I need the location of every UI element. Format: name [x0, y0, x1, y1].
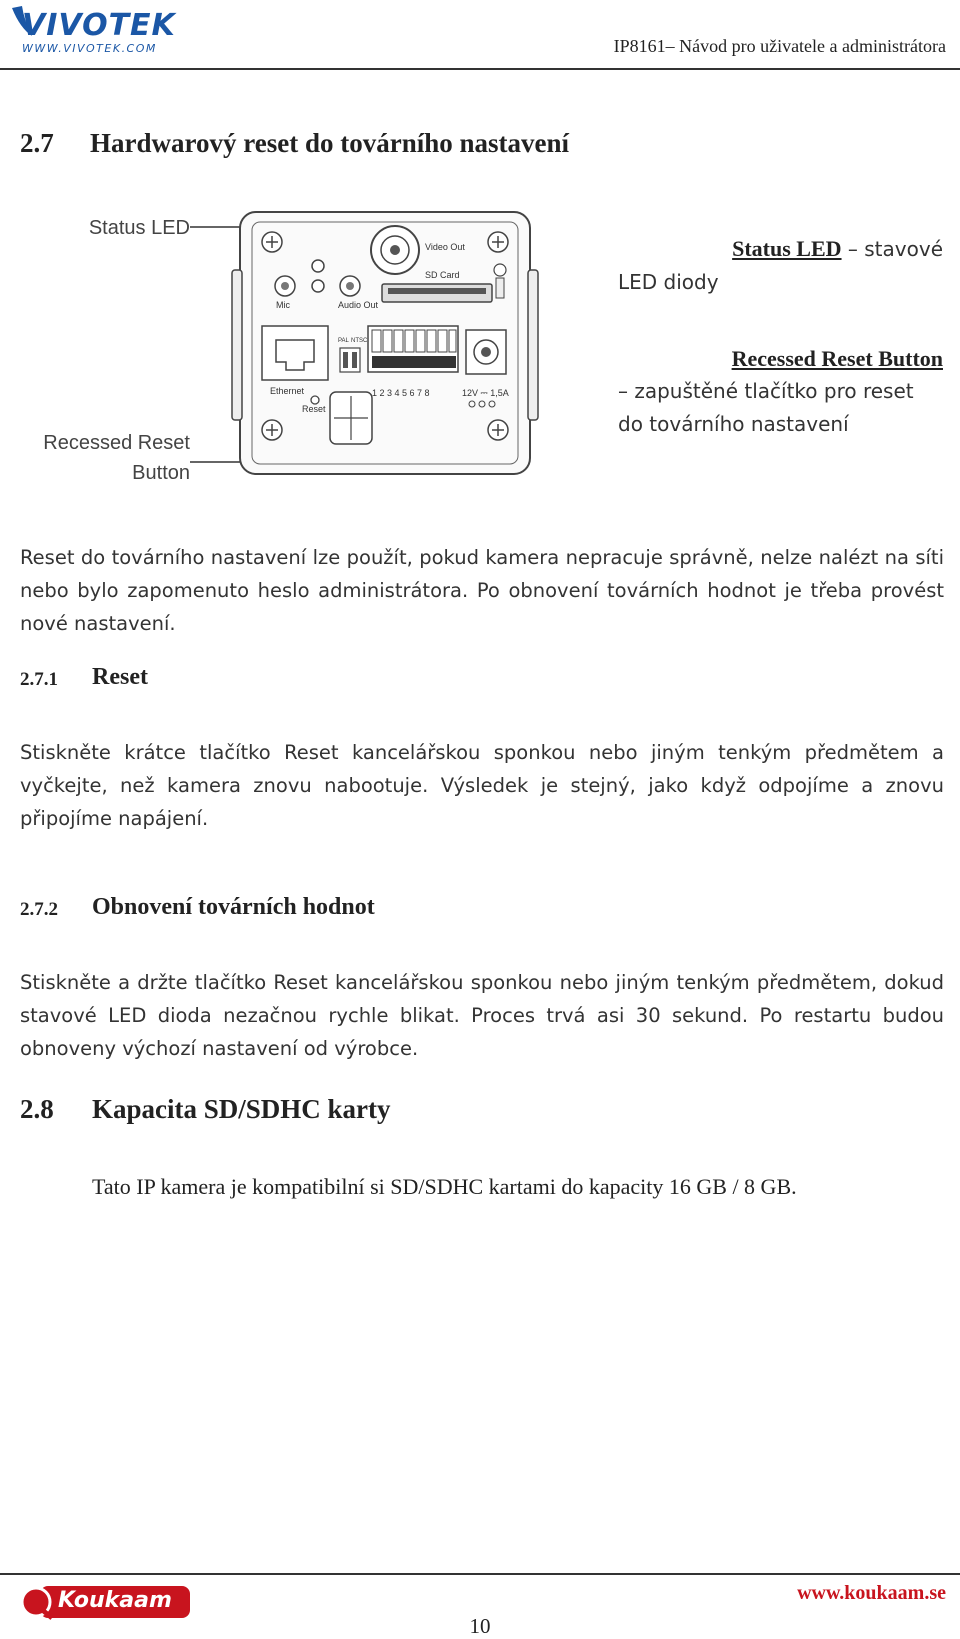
- figure-label-status-led: Status LED: [88, 217, 190, 239]
- section-title: Kapacita SD/SDHC karty: [92, 1094, 391, 1124]
- section-2-8-body: Tato IP kamera je kompatibilní si SD/SDHC kartami do kapacity 16 GB / 8 GB.: [92, 1174, 797, 1199]
- header-title: IP8161– Návod pro uživatele a administrátora: [613, 36, 946, 56]
- section-number: 2.7.2: [20, 899, 58, 920]
- footer-url-link[interactable]: www.koukaam.se: [797, 1582, 946, 1604]
- callout-status-led-desc-b: LED diody: [618, 270, 719, 294]
- vivotek-logo-text: VIVOTEK: [22, 8, 176, 43]
- label-pin-numbers: 1 2 3 4 5 6 7 8: [372, 388, 430, 398]
- intro-paragraph: Reset do továrního nastavení lze použít, pokud kamera nepracuje správně, nelze nalézt na síti nebo bylo zapomenuto heslo administrátora. Po obnovení továrních hodnot je třeba provést nové nastavení.: [20, 546, 944, 635]
- section-title: Hardwarový reset do továrního nastavení: [90, 128, 569, 158]
- vivotek-logo: [8, 2, 178, 58]
- section-heading-2-7: [20, 128, 920, 164]
- status-led-1: [312, 260, 324, 272]
- section-number: 2.8: [20, 1094, 54, 1124]
- koukaam-logo-text: Koukaam: [58, 1588, 172, 1613]
- label-sd-card: SD Card: [425, 270, 460, 280]
- label-video-out: Video Out: [425, 242, 465, 252]
- header-divider: [0, 68, 960, 70]
- section-2-7-1-body: Stiskněte krátce tlačítko Reset kancelářskou sponkou nebo jiným tenkým předmětem a vyčkejte, než kamera znovu nabootuje. Výsledek je stejný, jako když odpojíme a znovu připojíme napájení.: [20, 741, 944, 830]
- callout-status-led-title: Status LED: [732, 236, 842, 261]
- section-heading-2-8: [20, 1094, 920, 1130]
- section-heading-2-7-2: [20, 894, 920, 928]
- label-mic: Mic: [276, 300, 290, 310]
- label-power: 12V ⎓ 1,5A: [462, 388, 509, 398]
- callout-status-led-desc-a: – stavové: [841, 237, 943, 261]
- callout-status-led: [618, 232, 943, 299]
- callout-recessed-reset-title: Recessed Reset Button: [731, 346, 943, 371]
- section-number: 2.7.1: [20, 669, 58, 690]
- terminal-block: [368, 326, 458, 372]
- svg-text:NTSC: NTSC: [351, 338, 368, 344]
- label-reset: Reset: [302, 404, 326, 414]
- page-number: 10: [469, 1614, 491, 1638]
- vivotek-logo-url: WWW.VIVOTEK.COM: [22, 42, 157, 55]
- section-title: Reset: [92, 664, 148, 690]
- section-heading-2-7-1: [20, 664, 920, 698]
- callout-recessed-reset: [618, 342, 943, 441]
- footer-divider: [0, 1573, 960, 1575]
- label-audio-out: Audio Out: [338, 300, 379, 310]
- camera-back-panel-diagram: [190, 200, 560, 500]
- section-title: Obnovení továrních hodnot: [92, 894, 375, 920]
- status-led-2: [312, 280, 324, 292]
- section-number: 2.7: [20, 128, 54, 158]
- svg-text:PAL: PAL: [338, 338, 349, 344]
- figure-label-recessed-reset: Recessed Reset Button: [43, 432, 190, 484]
- label-ethernet: Ethernet: [270, 386, 305, 396]
- callout-recessed-reset-desc: – zapuštěné tlačítko pro reset do továrního nastavení: [618, 379, 914, 436]
- section-2-7-2-body: Stiskněte a držte tlačítko Reset kancelářskou sponkou nebo jiným tenkým předmětem, dokud stavové LED dioda nezačnou rychle blikat. Proces trvá asi 30 sekund. Po restartu budou obnoveny výchozí nastavení od výrobce.: [20, 971, 944, 1060]
- reset-button: [311, 396, 319, 404]
